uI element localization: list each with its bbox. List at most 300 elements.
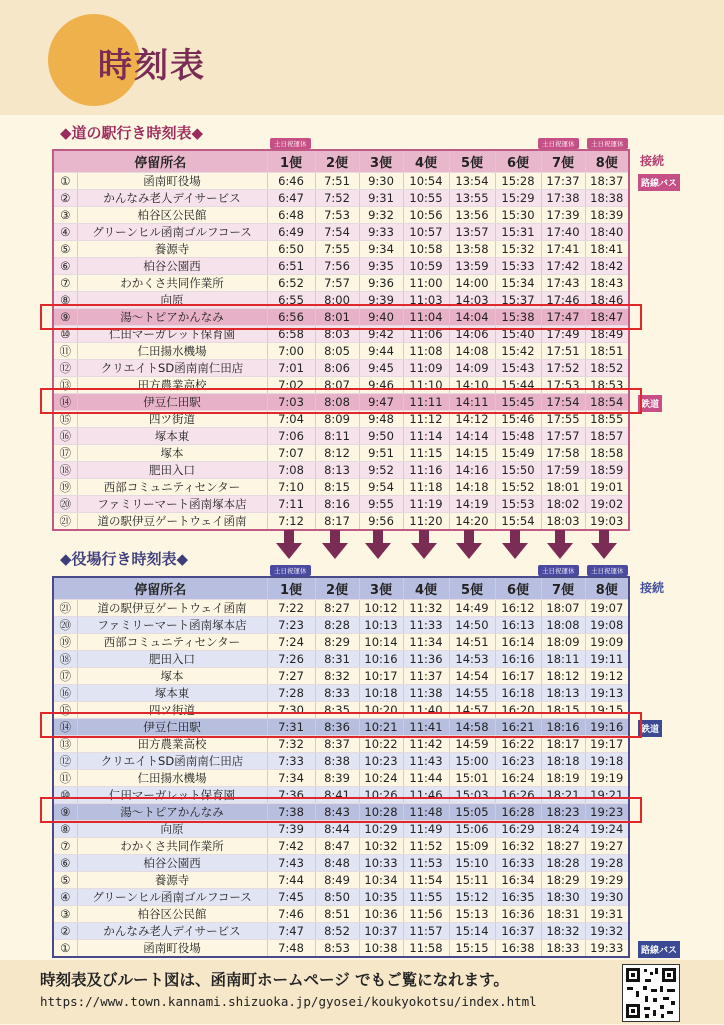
connection-header: 接続 — [640, 581, 665, 595]
departure-time: 18:46 — [585, 292, 629, 309]
table-row — [53, 940, 629, 958]
departure-time: 9:52 — [359, 462, 403, 479]
stop-number: ⑩ — [53, 326, 77, 343]
departure-time: 10:21 — [359, 719, 403, 736]
departure-time: 11:55 — [403, 889, 449, 906]
departure-time: 7:24 — [267, 634, 315, 651]
departure-time: 18:17 — [541, 736, 585, 753]
header-run-1: 1便 — [267, 150, 315, 173]
table-row — [53, 889, 629, 906]
departure-time: 10:59 — [403, 258, 449, 275]
header-stop-name: 停留所名 — [53, 577, 267, 600]
departure-time: 18:29 — [541, 872, 585, 889]
departure-time: 9:32 — [359, 207, 403, 224]
departure-time: 15:00 — [449, 753, 495, 770]
departure-time: 19:12 — [585, 668, 629, 685]
departure-time: 15:05 — [449, 804, 495, 821]
departure-time: 7:11 — [267, 496, 315, 513]
departure-time: 14:04 — [449, 309, 495, 326]
departure-time: 8:43 — [315, 804, 359, 821]
departure-time: 18:41 — [585, 241, 629, 258]
departure-time: 9:33 — [359, 224, 403, 241]
departure-time: 9:54 — [359, 479, 403, 496]
departure-time: 10:18 — [359, 685, 403, 702]
departure-time: 14:16 — [449, 462, 495, 479]
departure-time: 7:33 — [267, 753, 315, 770]
table-row — [53, 479, 629, 496]
table-row — [53, 634, 629, 651]
stop-name: 塚本 — [77, 668, 267, 685]
table-row — [53, 496, 629, 513]
stop-name: 柏谷公園西 — [77, 258, 267, 275]
departure-time: 8:12 — [315, 445, 359, 462]
departure-time: 10:56 — [403, 207, 449, 224]
stop-name: グリーンヒル函南ゴルフコース — [77, 889, 267, 906]
departure-time: 15:10 — [449, 855, 495, 872]
departure-time: 7:51 — [315, 173, 359, 190]
footer-url-link[interactable]: https://www.town.kannami.shizuoka.jp/gyosei/koukyokotsu/index.html — [40, 994, 537, 1009]
departure-time: 11:06 — [403, 326, 449, 343]
stop-number: ⑥ — [53, 258, 77, 275]
stop-name: クリエイトSD函南南仁田店 — [77, 753, 267, 770]
departure-time: 19:16 — [585, 719, 629, 736]
stop-number: ⑧ — [53, 292, 77, 309]
departure-time: 6:50 — [267, 241, 315, 258]
departure-time: 14:53 — [449, 651, 495, 668]
stop-number: ⑲ — [53, 479, 77, 496]
stop-number: ⑳ — [53, 617, 77, 634]
departure-time: 7:32 — [267, 736, 315, 753]
departure-time: 18:03 — [541, 513, 585, 531]
table-row — [53, 275, 629, 292]
departure-time: 8:17 — [315, 513, 359, 531]
departure-time: 8:28 — [315, 617, 359, 634]
departure-time: 14:59 — [449, 736, 495, 753]
stop-number: ① — [53, 173, 77, 190]
departure-time: 9:45 — [359, 360, 403, 377]
departure-time: 14:12 — [449, 411, 495, 428]
departure-time: 16:14 — [495, 634, 541, 651]
departure-time: 18:08 — [541, 617, 585, 634]
departure-time: 19:01 — [585, 479, 629, 496]
departure-time: 18:39 — [585, 207, 629, 224]
departure-time: 9:44 — [359, 343, 403, 360]
departure-time: 16:37 — [495, 923, 541, 940]
stop-number: ④ — [53, 889, 77, 906]
highlight-box-izunitta — [40, 712, 642, 738]
departure-time: 17:54 — [541, 394, 585, 411]
table-row — [53, 360, 629, 377]
departure-time: 7:34 — [267, 770, 315, 787]
departure-time: 16:16 — [495, 651, 541, 668]
stop-name: 仁田マーガレット保育園 — [77, 326, 267, 343]
connection-tag: 路線バス — [638, 174, 680, 191]
departure-time: 17:55 — [541, 411, 585, 428]
departure-time: 7:03 — [267, 394, 315, 411]
down-arrow-icon — [547, 543, 573, 559]
stop-number: ⑪ — [53, 770, 77, 787]
departure-time: 15:45 — [495, 394, 541, 411]
departure-time: 17:52 — [541, 360, 585, 377]
stop-number: ⑲ — [53, 634, 77, 651]
departure-time: 17:42 — [541, 258, 585, 275]
stop-name: 仁田揚水機場 — [77, 770, 267, 787]
departure-time: 19:09 — [585, 634, 629, 651]
down-arrow-icon — [456, 543, 482, 559]
departure-time: 19:24 — [585, 821, 629, 838]
departure-time: 15:50 — [495, 462, 541, 479]
down-arrow-icon — [599, 530, 609, 544]
departure-time: 7:46 — [267, 906, 315, 923]
departure-time: 9:51 — [359, 445, 403, 462]
departure-time: 8:41 — [315, 787, 359, 804]
departure-time: 15:09 — [449, 838, 495, 855]
departure-time: 10:58 — [403, 241, 449, 258]
departure-time: 14:14 — [449, 428, 495, 445]
departure-time: 13:57 — [449, 224, 495, 241]
departure-time: 14:19 — [449, 496, 495, 513]
stop-name: 向原 — [77, 821, 267, 838]
departure-time: 18:59 — [585, 462, 629, 479]
departure-time: 7:57 — [315, 275, 359, 292]
table-row — [53, 428, 629, 445]
header-run-5: 5便 — [449, 577, 495, 600]
departure-time: 16:33 — [495, 855, 541, 872]
departure-time: 18:55 — [585, 411, 629, 428]
departure-time: 11:36 — [403, 651, 449, 668]
down-arrow-icon — [365, 543, 391, 559]
departure-time: 10:37 — [359, 923, 403, 940]
departure-time: 7:23 — [267, 617, 315, 634]
departure-time: 16:17 — [495, 668, 541, 685]
stop-number: ⑥ — [53, 855, 77, 872]
departure-time: 14:57 — [449, 702, 495, 719]
down-arrow-icon — [411, 543, 437, 559]
header-run-3: 3便 — [359, 150, 403, 173]
departure-time: 14:55 — [449, 685, 495, 702]
departure-time: 9:47 — [359, 394, 403, 411]
stop-number: ⑭ — [53, 394, 77, 411]
table-row — [53, 445, 629, 462]
stop-number: ② — [53, 190, 77, 207]
departure-time: 6:56 — [267, 309, 315, 326]
stop-number: ⑭ — [53, 719, 77, 736]
table-row — [53, 258, 629, 275]
departure-time: 17:59 — [541, 462, 585, 479]
stop-name: 伊豆仁田駅 — [77, 394, 267, 411]
departure-time: 11:03 — [403, 292, 449, 309]
departure-time: 14:58 — [449, 719, 495, 736]
departure-time: 8:51 — [315, 906, 359, 923]
departure-time: 14:11 — [449, 394, 495, 411]
header-run-3: 3便 — [359, 577, 403, 600]
departure-time: 11:00 — [403, 275, 449, 292]
stop-name: 養源寺 — [77, 872, 267, 889]
stop-name: わかくさ共同作業所 — [77, 275, 267, 292]
departure-time: 8:44 — [315, 821, 359, 838]
departure-time: 19:30 — [585, 889, 629, 906]
departure-time: 10:13 — [359, 617, 403, 634]
section-title-michinoeki: ◆道の駅行き時刻表◆ — [60, 124, 204, 142]
departure-time: 7:12 — [267, 513, 315, 531]
weekend-suspended-badge: 土日祝運休 — [538, 565, 579, 576]
departure-time: 8:47 — [315, 838, 359, 855]
down-arrow-icon — [555, 530, 565, 544]
departure-time: 18:02 — [541, 496, 585, 513]
departure-time: 10:36 — [359, 906, 403, 923]
stop-number: ⑨ — [53, 804, 77, 821]
stop-number: ⑰ — [53, 668, 77, 685]
departure-time: 16:29 — [495, 821, 541, 838]
departure-time: 14:15 — [449, 445, 495, 462]
departure-time: 18:51 — [585, 343, 629, 360]
down-arrow-icon — [591, 543, 617, 559]
connection-tag: 路線バス — [638, 941, 680, 958]
departure-time: 6:47 — [267, 190, 315, 207]
departure-time: 10:32 — [359, 838, 403, 855]
departure-time: 11:38 — [403, 685, 449, 702]
departure-time: 18:11 — [541, 651, 585, 668]
departure-time: 15:14 — [449, 923, 495, 940]
table-row — [53, 906, 629, 923]
departure-time: 15:03 — [449, 787, 495, 804]
departure-time: 18:53 — [585, 377, 629, 394]
departure-time: 9:46 — [359, 377, 403, 394]
down-arrow-icon — [464, 530, 474, 544]
departure-time: 13:54 — [449, 173, 495, 190]
departure-time: 14:03 — [449, 292, 495, 309]
departure-time: 18:37 — [585, 173, 629, 190]
weekend-suspended-badge: 土日祝運休 — [270, 565, 311, 576]
departure-time: 18:12 — [541, 668, 585, 685]
weekend-suspended-badge: 土日祝運休 — [587, 138, 628, 149]
departure-time: 15:42 — [495, 343, 541, 360]
departure-time: 11:14 — [403, 428, 449, 445]
departure-time: 15:46 — [495, 411, 541, 428]
departure-time: 9:42 — [359, 326, 403, 343]
stop-name: 肥田入口 — [77, 462, 267, 479]
departure-time: 9:31 — [359, 190, 403, 207]
departure-time: 7:04 — [267, 411, 315, 428]
departure-time: 11:49 — [403, 821, 449, 838]
departure-time: 7:43 — [267, 855, 315, 872]
stop-number: ⑰ — [53, 445, 77, 462]
departure-time: 18:01 — [541, 479, 585, 496]
departure-time: 8:50 — [315, 889, 359, 906]
departure-time: 15:37 — [495, 292, 541, 309]
departure-time: 7:10 — [267, 479, 315, 496]
departure-time: 11:44 — [403, 770, 449, 787]
departure-time: 17:38 — [541, 190, 585, 207]
departure-time: 8:07 — [315, 377, 359, 394]
departure-time: 11:48 — [403, 804, 449, 821]
header-run-5: 5便 — [449, 150, 495, 173]
departure-time: 16:13 — [495, 617, 541, 634]
departure-time: 8:32 — [315, 668, 359, 685]
departure-time: 13:58 — [449, 241, 495, 258]
departure-time: 14:00 — [449, 275, 495, 292]
stop-name: 道の駅伊豆ゲートウェイ函南 — [77, 600, 267, 617]
departure-time: 8:01 — [315, 309, 359, 326]
stop-number: ④ — [53, 224, 77, 241]
departure-time: 18:43 — [585, 275, 629, 292]
weekend-suspended-badge: 土日祝運休 — [587, 565, 628, 576]
stop-number: ⑬ — [53, 736, 77, 753]
departure-time: 7:07 — [267, 445, 315, 462]
departure-time: 16:35 — [495, 889, 541, 906]
departure-time: 7:06 — [267, 428, 315, 445]
departure-time: 18:28 — [541, 855, 585, 872]
departure-time: 15:12 — [449, 889, 495, 906]
section-title-yakuba: ◆役場行き時刻表◆ — [60, 550, 189, 568]
departure-time: 17:41 — [541, 241, 585, 258]
departure-time: 18:52 — [585, 360, 629, 377]
stop-number: ⑮ — [53, 411, 77, 428]
stop-name: 四ツ街道 — [77, 702, 267, 719]
stop-name: 仁田マーガレット保育園 — [77, 787, 267, 804]
departure-time: 10:57 — [403, 224, 449, 241]
departure-time: 15:52 — [495, 479, 541, 496]
departure-time: 10:38 — [359, 940, 403, 958]
stop-number: ㉑ — [53, 600, 77, 617]
departure-time: 7:42 — [267, 838, 315, 855]
header-run-6: 6便 — [495, 150, 541, 173]
departure-time: 14:09 — [449, 360, 495, 377]
departure-time: 19:21 — [585, 787, 629, 804]
departure-time: 11:43 — [403, 753, 449, 770]
departure-time: 7:39 — [267, 821, 315, 838]
stop-name: わかくさ共同作業所 — [77, 838, 267, 855]
departure-time: 8:05 — [315, 343, 359, 360]
departure-time: 8:00 — [315, 292, 359, 309]
down-arrow-icon — [373, 530, 383, 544]
stop-number: ⑯ — [53, 428, 77, 445]
departure-time: 9:30 — [359, 173, 403, 190]
departure-time: 8:37 — [315, 736, 359, 753]
stop-name: 養源寺 — [77, 241, 267, 258]
connection-tag: 鉄道 — [638, 395, 662, 412]
stop-name: ファミリーマート函南塚本店 — [77, 617, 267, 634]
departure-time: 11:09 — [403, 360, 449, 377]
header-stop-name: 停留所名 — [53, 150, 267, 173]
departure-time: 11:19 — [403, 496, 449, 513]
departure-time: 18:24 — [541, 821, 585, 838]
departure-time: 11:32 — [403, 600, 449, 617]
header-run-4: 4便 — [403, 150, 449, 173]
departure-time: 8:08 — [315, 394, 359, 411]
departure-time: 16:28 — [495, 804, 541, 821]
departure-time: 8:09 — [315, 411, 359, 428]
departure-time: 15:01 — [449, 770, 495, 787]
departure-time: 11:53 — [403, 855, 449, 872]
departure-time: 8:36 — [315, 719, 359, 736]
departure-time: 19:33 — [585, 940, 629, 958]
stop-name: 函南町役場 — [77, 173, 267, 190]
departure-time: 10:24 — [359, 770, 403, 787]
stop-name: 湯〜トピアかんなみ — [77, 804, 267, 821]
departure-time: 15:31 — [495, 224, 541, 241]
departure-time: 8:52 — [315, 923, 359, 940]
departure-time: 19:17 — [585, 736, 629, 753]
stop-name: 仁田揚水機場 — [77, 343, 267, 360]
departure-time: 15:54 — [495, 513, 541, 531]
departure-time: 18:38 — [585, 190, 629, 207]
departure-time: 17:47 — [541, 309, 585, 326]
departure-time: 16:24 — [495, 770, 541, 787]
departure-time: 7:08 — [267, 462, 315, 479]
departure-time: 10:26 — [359, 787, 403, 804]
departure-time: 18:23 — [541, 804, 585, 821]
header-run-7: 7便 — [541, 150, 585, 173]
departure-time: 7:55 — [315, 241, 359, 258]
departure-time: 14:06 — [449, 326, 495, 343]
stop-number: ⑯ — [53, 685, 77, 702]
departure-time: 7:22 — [267, 600, 315, 617]
table-row — [53, 617, 629, 634]
departure-time: 16:38 — [495, 940, 541, 958]
departure-time: 9:34 — [359, 241, 403, 258]
departure-time: 14:08 — [449, 343, 495, 360]
table-row — [53, 343, 629, 360]
departure-time: 10:22 — [359, 736, 403, 753]
header-run-2: 2便 — [315, 577, 359, 600]
departure-time: 7:00 — [267, 343, 315, 360]
table-row — [53, 821, 629, 838]
departure-time: 18:18 — [541, 753, 585, 770]
table-row — [53, 923, 629, 940]
departure-time: 16:32 — [495, 838, 541, 855]
departure-time: 8:49 — [315, 872, 359, 889]
departure-time: 15:15 — [449, 940, 495, 958]
weekend-suspended-badge: 土日祝運休 — [270, 138, 311, 149]
connection-header: 接続 — [640, 154, 665, 168]
departure-time: 15:32 — [495, 241, 541, 258]
departure-time: 16:12 — [495, 600, 541, 617]
down-arrow-icon — [502, 543, 528, 559]
stop-number: ⑩ — [53, 787, 77, 804]
departure-time: 8:06 — [315, 360, 359, 377]
departure-time: 15:44 — [495, 377, 541, 394]
departure-time: 8:35 — [315, 702, 359, 719]
departure-time: 11:52 — [403, 838, 449, 855]
departure-time: 17:49 — [541, 326, 585, 343]
footer-text: 時刻表及びルート図は、函南町ホームページ でもご覧になれます。 — [40, 971, 509, 989]
table-row — [53, 462, 629, 479]
departure-time: 17:39 — [541, 207, 585, 224]
stop-number: ㉑ — [53, 513, 77, 531]
table-row — [53, 770, 629, 787]
departure-time: 19:29 — [585, 872, 629, 889]
stop-number: ⑦ — [53, 838, 77, 855]
header-run-7: 7便 — [541, 577, 585, 600]
stop-name: 田方農業高校 — [77, 736, 267, 753]
departure-time: 11:41 — [403, 719, 449, 736]
stop-name: 塚本東 — [77, 428, 267, 445]
header-run-6: 6便 — [495, 577, 541, 600]
departure-time: 16:26 — [495, 787, 541, 804]
header-run-2: 2便 — [315, 150, 359, 173]
departure-time: 8:38 — [315, 753, 359, 770]
departure-time: 7:44 — [267, 872, 315, 889]
departure-time: 7:26 — [267, 651, 315, 668]
table-row — [53, 513, 629, 531]
departure-time: 7:30 — [267, 702, 315, 719]
stop-number: ⑮ — [53, 702, 77, 719]
departure-time: 19:18 — [585, 753, 629, 770]
departure-time: 10:17 — [359, 668, 403, 685]
departure-time: 11:18 — [403, 479, 449, 496]
departure-time: 7:27 — [267, 668, 315, 685]
